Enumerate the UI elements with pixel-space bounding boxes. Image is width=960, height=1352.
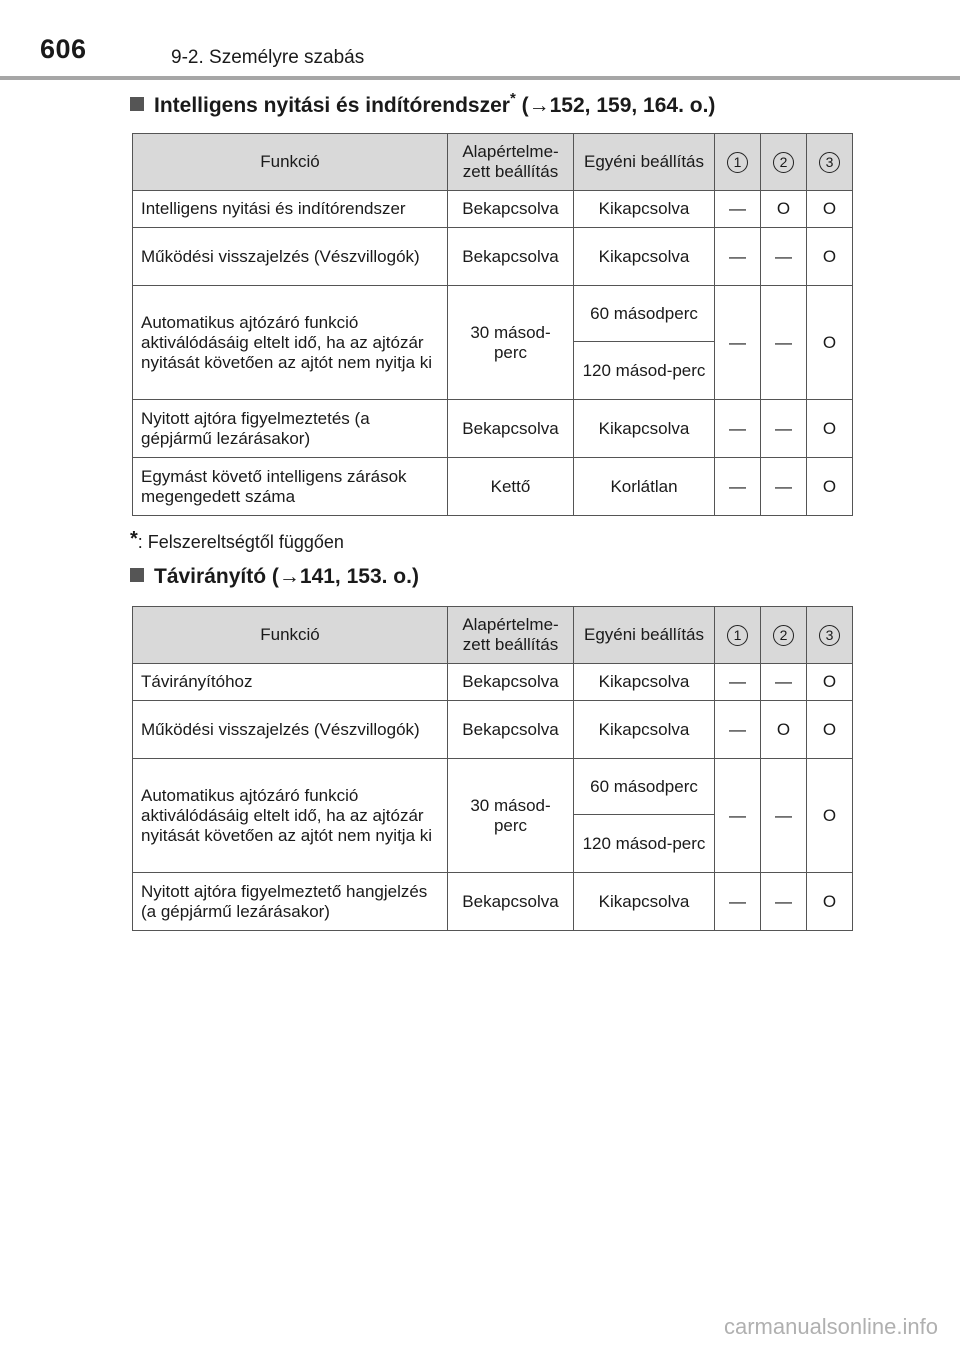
cell-c1: — (715, 400, 761, 458)
cell-c2: — (761, 458, 807, 516)
cell-default: Bekapcsolva (448, 400, 574, 458)
cell-default: Kettő (448, 458, 574, 516)
table-row (133, 286, 853, 342)
ref-open: ( (271, 565, 279, 588)
col-header-default: Alapértelme-zett beállítás (448, 607, 574, 664)
section-heading-smart-entry (130, 90, 715, 118)
col-header-function: Funkció (133, 607, 448, 664)
cell-c3: O (807, 400, 853, 458)
arrow-icon: → (528, 94, 550, 117)
cell-custom-option-b: 120 másod-perc (574, 342, 715, 400)
cell-c1: — (715, 759, 761, 873)
cell-function: Működési visszajelzés (Vészvillogók) (133, 228, 448, 286)
cell-function: Egymást követő intelligens zárások megengedett száma (133, 458, 448, 516)
table-row (133, 228, 853, 286)
cell-c2: — (761, 228, 807, 286)
cell-c2: — (761, 759, 807, 873)
cell-custom: Kikapcsolva (574, 664, 715, 701)
cell-function: Nyitott ajtóra figyelmeztetés (a gépjármű lezárásakor) (133, 400, 448, 458)
col-header-custom: Egyéni beállítás (574, 607, 715, 664)
square-bullet-icon (130, 97, 144, 111)
table-header-row (133, 607, 853, 664)
heading-text: Távirányító (154, 565, 267, 588)
circled-number-1: 1 (727, 625, 748, 646)
cell-default: 30 másod-perc (448, 286, 574, 400)
cell-c1: — (715, 664, 761, 701)
table-row (133, 458, 853, 516)
table-header-row (133, 134, 853, 191)
cell-custom: Kikapcsolva (574, 228, 715, 286)
cell-c2: — (761, 664, 807, 701)
cell-default: Bekapcsolva (448, 873, 574, 931)
col-header-function: Funkció (133, 134, 448, 191)
watermark: carmanualsonline.info (723, 1314, 938, 1339)
cell-c2: — (761, 286, 807, 400)
table-row (133, 400, 853, 458)
cell-custom: Kikapcsolva (574, 191, 715, 228)
cell-c3: O (807, 701, 853, 759)
cell-default: 30 másod-perc (448, 759, 574, 873)
cell-custom: Kikapcsolva (574, 701, 715, 759)
col-header-3 (807, 607, 853, 664)
circled-number-2: 2 (773, 152, 794, 173)
cell-default: Bekapcsolva (448, 191, 574, 228)
cell-c1: — (715, 191, 761, 228)
cell-c3: O (807, 191, 853, 228)
cell-c2: — (761, 400, 807, 458)
cell-c3: O (807, 873, 853, 931)
col-header-custom: Egyéni beállítás (574, 134, 715, 191)
cell-c2: O (761, 701, 807, 759)
footnote (130, 528, 344, 553)
circled-number-3: 3 (819, 625, 840, 646)
heading-text: Intelligens nyitási és indítórendszer (154, 94, 510, 117)
cell-function: Távirányítóhoz (133, 664, 448, 701)
cell-custom: Kikapcsolva (574, 400, 715, 458)
cell-custom: Kikapcsolva (574, 873, 715, 931)
cell-default: Bekapcsolva (448, 701, 574, 759)
circled-number-3: 3 (819, 152, 840, 173)
cell-c3: O (807, 664, 853, 701)
arrow-icon: → (278, 565, 300, 588)
col-header-3 (807, 134, 853, 191)
asterisk-mark: * (509, 90, 516, 107)
col-header-1 (715, 134, 761, 191)
table-row (133, 759, 853, 815)
square-bullet-icon (130, 568, 144, 582)
cell-c2: — (761, 873, 807, 931)
cell-c1: — (715, 228, 761, 286)
col-header-2 (761, 607, 807, 664)
cell-default: Bekapcsolva (448, 664, 574, 701)
section-title: 9-2. Személyre szabás (171, 47, 365, 68)
smart-entry-table (132, 133, 853, 516)
header-divider (0, 76, 960, 80)
page-reference: 152, 159, 164. o.) (549, 94, 716, 117)
cell-c1: — (715, 701, 761, 759)
cell-custom: Korlátlan (574, 458, 715, 516)
footnote-asterisk: * (130, 528, 138, 550)
cell-c3: O (807, 759, 853, 873)
col-header-2 (761, 134, 807, 191)
cell-function: Működési visszajelzés (Vészvillogók) (133, 701, 448, 759)
table-row (133, 191, 853, 228)
footnote-text: : Felszereltségtől függően (137, 532, 344, 552)
cell-function: Intelligens nyitási és indítórendszer (133, 191, 448, 228)
table-row (133, 664, 853, 701)
page-reference: 141, 153. o.) (299, 565, 419, 588)
cell-c1: — (715, 873, 761, 931)
col-header-1 (715, 607, 761, 664)
cell-default: Bekapcsolva (448, 228, 574, 286)
cell-c3: O (807, 286, 853, 400)
circled-number-1: 1 (727, 152, 748, 173)
remote-control-table (132, 606, 853, 931)
ref-open: ( (521, 94, 529, 117)
cell-c3: O (807, 228, 853, 286)
cell-c2: O (761, 191, 807, 228)
cell-function: Automatikus ajtózáró funkció aktiválódásáig eltelt idő, ha az ajtózár nyitását követően az ajtót nem nyitja ki (133, 286, 448, 400)
cell-function: Automatikus ajtózáró funkció aktiválódásáig eltelt idő, ha az ajtózár nyitását követően az ajtót nem nyitja ki (133, 759, 448, 873)
cell-custom-option-a: 60 másodperc (574, 759, 715, 815)
cell-c1: — (715, 286, 761, 400)
cell-custom-option-b: 120 másod-perc (574, 815, 715, 873)
table-row (133, 873, 853, 931)
table-row (133, 701, 853, 759)
section-heading-remote (130, 565, 419, 589)
cell-custom-option-a: 60 másodperc (574, 286, 715, 342)
cell-c3: O (807, 458, 853, 516)
cell-c1: — (715, 458, 761, 516)
page-number: 606 (40, 34, 87, 64)
cell-function: Nyitott ajtóra figyelmeztető hangjelzés (a gépjármű lezárásakor) (133, 873, 448, 931)
page-header (0, 0, 960, 80)
col-header-default: Alapértelme-zett beállítás (448, 134, 574, 191)
circled-number-2: 2 (773, 625, 794, 646)
